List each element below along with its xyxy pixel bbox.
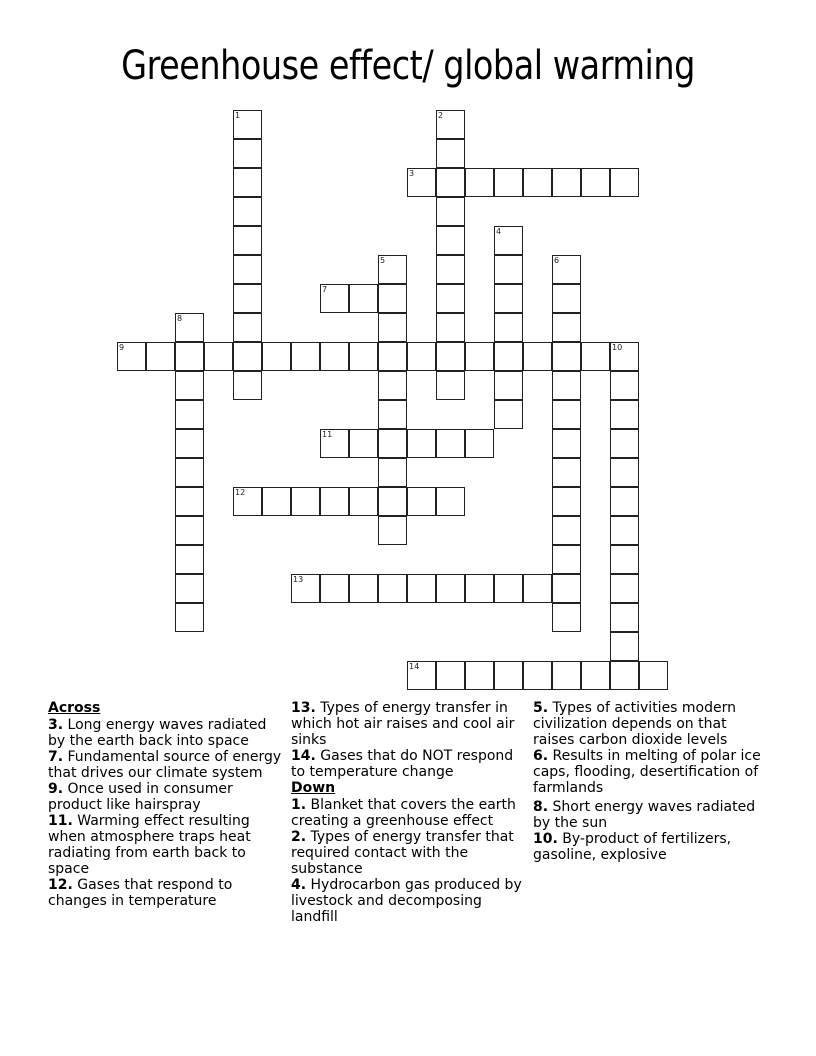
grid-cell[interactable] [378, 429, 407, 458]
grid-cell[interactable] [610, 487, 639, 516]
grid-cell[interactable] [262, 342, 291, 371]
grid-cell[interactable] [552, 371, 581, 400]
grid-cell[interactable] [436, 429, 465, 458]
cell-number: 4 [496, 227, 502, 236]
clue-text: Fundamental source of energy that drives our climate system [48, 749, 282, 781]
grid-cell[interactable] [349, 574, 378, 603]
grid-cell[interactable] [436, 255, 465, 284]
grid-cell[interactable] [552, 661, 581, 690]
clue-number: 11. [48, 813, 73, 829]
grid-cell[interactable] [436, 110, 465, 139]
clue-text: Gases that do NOT respond to temperature change [291, 748, 514, 780]
grid-cell[interactable] [494, 255, 523, 284]
clue-text: Once used in consumer product like hairspray [48, 781, 233, 813]
clues-column-2 [291, 700, 527, 925]
grid-cell[interactable] [610, 632, 639, 661]
grid-cell[interactable] [639, 661, 668, 690]
grid-cell[interactable] [436, 342, 465, 371]
grid-cell[interactable] [523, 342, 552, 371]
cell-number: 1 [235, 111, 241, 120]
grid-cell[interactable] [349, 487, 378, 516]
grid-cell[interactable] [436, 168, 465, 197]
grid-cell[interactable] [494, 284, 523, 313]
clue-text: Types of energy transfer in which hot air raises and cool air sinks [291, 700, 515, 748]
clue-text: Gases that respond to changes in temperature [48, 877, 233, 909]
grid-cell[interactable] [581, 168, 610, 197]
clue-number: 14. [291, 748, 316, 764]
grid-cell[interactable] [320, 574, 349, 603]
grid-cell[interactable] [552, 603, 581, 632]
grid-cell[interactable] [465, 429, 494, 458]
grid-cell[interactable] [610, 516, 639, 545]
grid-cell[interactable] [436, 371, 465, 400]
grid-cell[interactable] [436, 197, 465, 226]
grid-cell[interactable] [407, 429, 436, 458]
cell-number: 3 [409, 169, 415, 178]
grid-cell[interactable] [552, 516, 581, 545]
cell-number: 9 [119, 343, 125, 352]
grid-cell[interactable] [378, 574, 407, 603]
clue-across-12 [48, 877, 284, 909]
grid-cell[interactable] [378, 313, 407, 342]
grid-cell[interactable] [436, 226, 465, 255]
clue-number: 9. [48, 781, 64, 797]
clue-text: Short energy waves radiated by the sun [533, 799, 756, 831]
grid-cell[interactable] [117, 342, 146, 371]
grid-cell[interactable] [233, 168, 262, 197]
clue-text: Types of activities modern civilization depends on that raises carbon dioxide levels [533, 700, 737, 748]
grid-cell[interactable] [610, 545, 639, 574]
clue-number: 8. [533, 799, 549, 815]
clue-across-7 [48, 749, 284, 781]
grid-cell[interactable] [146, 342, 175, 371]
clue-text: Hydrocarbon gas produced by livestock and decomposing landfill [291, 877, 522, 925]
clue-down-6 [533, 748, 769, 796]
grid-cell[interactable] [610, 574, 639, 603]
cell-number: 5 [380, 256, 386, 265]
grid-cell[interactable] [581, 342, 610, 371]
grid-cell[interactable] [436, 139, 465, 168]
grid-cell[interactable] [494, 371, 523, 400]
grid-cell[interactable] [552, 545, 581, 574]
page-title: Greenhouse effect/ global warming [121, 43, 695, 89]
clue-number: 4. [291, 877, 307, 893]
grid-cell[interactable] [552, 255, 581, 284]
grid-cell[interactable] [233, 197, 262, 226]
cell-number: 10 [612, 343, 623, 352]
grid-cell[interactable] [233, 284, 262, 313]
clue-text: Warming effect resulting when atmosphere traps heat radiating from earth back to space [48, 813, 251, 877]
clue-text: Long energy waves radiated by the earth back into space [48, 717, 267, 749]
clue-text: Blanket that covers the earth creating a greenhouse effect [291, 797, 516, 829]
grid-cell[interactable] [233, 226, 262, 255]
clue-across-9 [48, 781, 284, 813]
grid-cell[interactable] [378, 458, 407, 487]
grid-cell[interactable] [378, 516, 407, 545]
grid-cell[interactable] [465, 661, 494, 690]
grid-cell[interactable] [610, 458, 639, 487]
cell-number: 8 [177, 314, 183, 323]
grid-cell[interactable] [436, 313, 465, 342]
grid-cell[interactable] [320, 342, 349, 371]
clue-down-1 [291, 797, 527, 829]
grid-cell[interactable] [552, 487, 581, 516]
grid-cell[interactable] [494, 226, 523, 255]
grid-cell[interactable] [262, 487, 291, 516]
grid-cell[interactable] [378, 487, 407, 516]
grid-cell[interactable] [349, 342, 378, 371]
grid-cell[interactable] [175, 458, 204, 487]
clues-column-1 [48, 700, 284, 909]
grid-cell[interactable] [552, 429, 581, 458]
grid-cell[interactable] [378, 400, 407, 429]
cell-number: 2 [438, 111, 444, 120]
clue-across-11 [48, 813, 284, 877]
clue-across-14 [291, 748, 527, 780]
grid-cell[interactable] [494, 168, 523, 197]
cell-number: 12 [235, 488, 246, 497]
grid-cell[interactable] [175, 429, 204, 458]
grid-cell[interactable] [407, 487, 436, 516]
grid-cell[interactable] [175, 342, 204, 371]
grid-cell[interactable] [436, 284, 465, 313]
clue-down-4 [291, 877, 527, 925]
grid-cell[interactable] [436, 661, 465, 690]
grid-cell[interactable] [233, 487, 262, 516]
grid-cell[interactable] [610, 168, 639, 197]
cell-number: 13 [293, 575, 304, 584]
clue-down-8 [533, 799, 769, 831]
grid-cell[interactable] [436, 574, 465, 603]
cell-number: 11 [322, 430, 333, 439]
clue-number: 1. [291, 797, 307, 813]
grid-cell[interactable] [581, 661, 610, 690]
clue-number: 7. [48, 749, 64, 765]
grid-cell[interactable] [552, 458, 581, 487]
cell-number: 14 [409, 662, 420, 671]
clue-text: Results in melting of polar ice caps, flooding, desertification of farmlands [533, 748, 761, 796]
clue-number: 10. [533, 831, 558, 847]
grid-cell[interactable] [204, 342, 233, 371]
grid-cell[interactable] [610, 661, 639, 690]
grid-cell[interactable] [552, 574, 581, 603]
grid-cell[interactable] [407, 574, 436, 603]
grid-cell[interactable] [552, 284, 581, 313]
grid-cell[interactable] [610, 342, 639, 371]
grid-cell[interactable] [407, 168, 436, 197]
grid-cell[interactable] [465, 574, 494, 603]
grid-cell[interactable] [233, 110, 262, 139]
grid-cell[interactable] [494, 400, 523, 429]
grid-cell[interactable] [291, 487, 320, 516]
grid-cell[interactable] [320, 284, 349, 313]
grid-cell[interactable] [465, 168, 494, 197]
grid-cell[interactable] [523, 661, 552, 690]
clue-across-13 [291, 700, 527, 748]
clues-column-3 [533, 700, 769, 863]
grid-cell[interactable] [291, 574, 320, 603]
grid-cell[interactable] [378, 342, 407, 371]
grid-cell[interactable] [233, 313, 262, 342]
clue-number: 6. [533, 748, 549, 764]
clue-down-10 [533, 831, 769, 863]
grid-cell[interactable] [552, 168, 581, 197]
grid-cell[interactable] [233, 371, 262, 400]
grid-cell[interactable] [552, 400, 581, 429]
clue-number: 13. [291, 700, 316, 716]
grid-cell[interactable] [233, 139, 262, 168]
across-heading: Across [48, 700, 101, 716]
clue-number: 5. [533, 700, 549, 716]
grid-cell[interactable] [175, 313, 204, 342]
grid-cell[interactable] [175, 574, 204, 603]
clue-across-3 [48, 717, 284, 749]
grid-cell[interactable] [233, 342, 262, 371]
grid-cell[interactable] [552, 342, 581, 371]
grid-cell[interactable] [349, 284, 378, 313]
grid-cell[interactable] [494, 661, 523, 690]
grid-cell[interactable] [494, 574, 523, 603]
grid-cell[interactable] [552, 313, 581, 342]
grid-cell[interactable] [407, 661, 436, 690]
grid-cell[interactable] [175, 603, 204, 632]
grid-cell[interactable] [175, 545, 204, 574]
grid-cell[interactable] [320, 429, 349, 458]
grid-cell[interactable] [320, 487, 349, 516]
grid-cell[interactable] [291, 342, 320, 371]
grid-cell[interactable] [523, 168, 552, 197]
clue-text: Types of energy transfer that required contact with the substance [291, 829, 514, 877]
grid-cell[interactable] [378, 284, 407, 313]
grid-cell[interactable] [233, 255, 262, 284]
grid-cell[interactable] [175, 400, 204, 429]
grid-cell[interactable] [610, 400, 639, 429]
down-heading: Down [291, 780, 336, 796]
clue-down-5 [533, 700, 769, 748]
grid-cell[interactable] [378, 255, 407, 284]
clue-number: 2. [291, 829, 307, 845]
grid-cell[interactable] [407, 342, 436, 371]
grid-cell[interactable] [610, 371, 639, 400]
grid-cell[interactable] [349, 429, 378, 458]
clue-number: 3. [48, 717, 64, 733]
grid-cell[interactable] [610, 603, 639, 632]
grid-cell[interactable] [494, 342, 523, 371]
grid-cell[interactable] [175, 487, 204, 516]
grid-cell[interactable] [494, 313, 523, 342]
grid-cell[interactable] [436, 487, 465, 516]
cell-number: 6 [554, 256, 560, 265]
clue-number: 12. [48, 877, 73, 893]
grid-cell[interactable] [175, 516, 204, 545]
grid-cell[interactable] [175, 371, 204, 400]
grid-cell[interactable] [610, 429, 639, 458]
clue-down-2 [291, 829, 527, 877]
grid-cell[interactable] [465, 342, 494, 371]
cell-number: 7 [322, 285, 328, 294]
grid-cell[interactable] [523, 574, 552, 603]
grid-cell[interactable] [378, 371, 407, 400]
clue-text: By-product of fertilizers, gasoline, explosive [533, 831, 732, 863]
